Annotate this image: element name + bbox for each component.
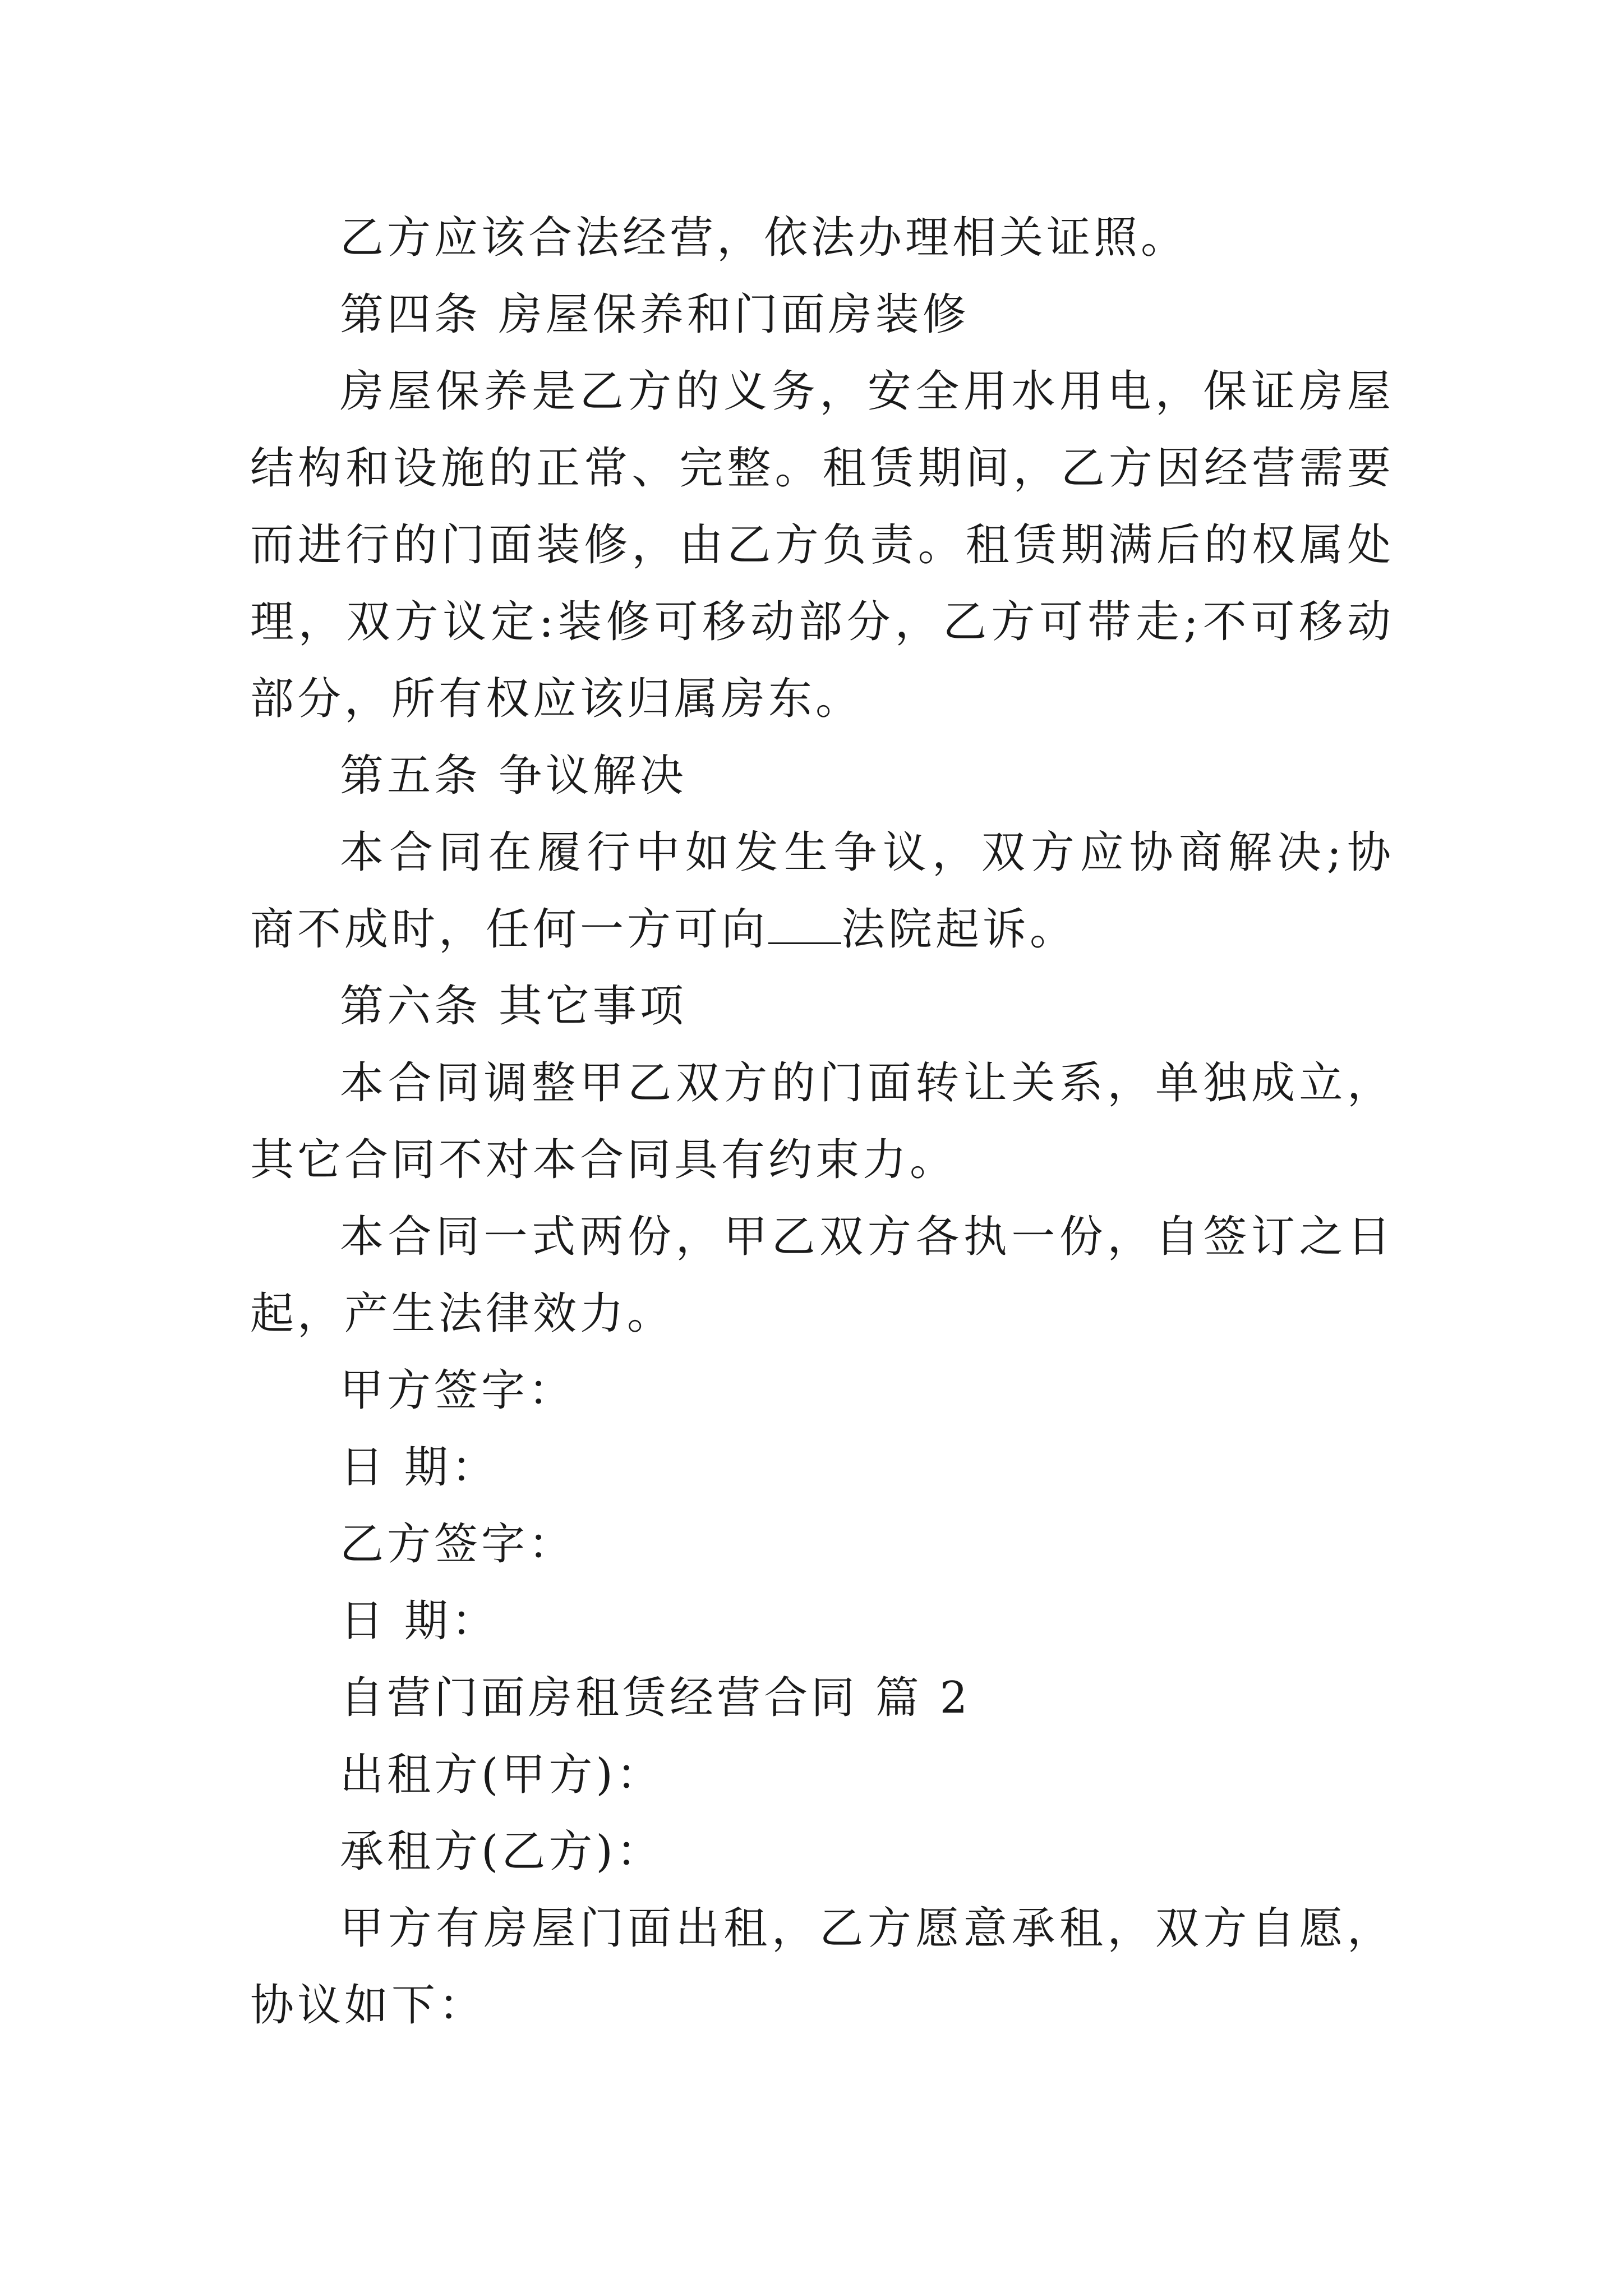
paragraph-dispute [250,815,1394,968]
court-name-blank [768,903,841,944]
party-a-signature: 甲方签字： [340,1365,576,1416]
document-body [250,200,1394,2044]
paragraph-other-matters: 本合同调整甲乙双方的门面转让关系，单独成立，其它合同不对本合同具有约束力。 [250,1058,1394,1185]
lessee-party: 承租方(乙方)： [340,1826,663,1877]
lessor-party: 出租方(甲方)： [340,1750,663,1800]
party-b-signature: 乙方签字： [340,1519,576,1570]
paragraph-copies: 本合同一式两份，甲乙双方各执一份，自签订之日起，产生法律效力。 [250,1212,1394,1339]
heading-article-5: 第五条 争议解决 [340,751,687,801]
paragraph-agreement-intro: 甲方有房屋门面出租，乙方愿意承租，双方自愿，协议如下： [250,1903,1394,2031]
paragraph-maintenance: 房屋保养是乙方的义务，安全用水用电，保证房屋结构和设施的正常、完整。租赁期间，乙方因经营需要而进行的门面装修，由乙方负责。租赁期满后的权属处理，双方议定:装修可移动部分，乙方可带走;不可移动部分，所有权应该归属房东。 [250,366,1394,724]
paragraph-legal-operation: 乙方应该合法经营，依法办理相关证照。 [340,213,1188,263]
heading-article-4: 第四条 房屋保养和门面房装修 [340,289,970,340]
heading-article-6: 第六条 其它事项 [340,981,687,1032]
dispute-text-before: 本合同在履行中如发生争议，双方应协商解决;协商不成时，任何一方可向 [250,827,1394,955]
party-b-date: 日 期： [340,1596,499,1646]
dispute-text-after: 法院起诉。 [841,904,1077,955]
party-a-date: 日 期： [340,1442,499,1493]
contract-title-2: 自营门面房租赁经营合同 篇 2 [340,1673,971,1723]
